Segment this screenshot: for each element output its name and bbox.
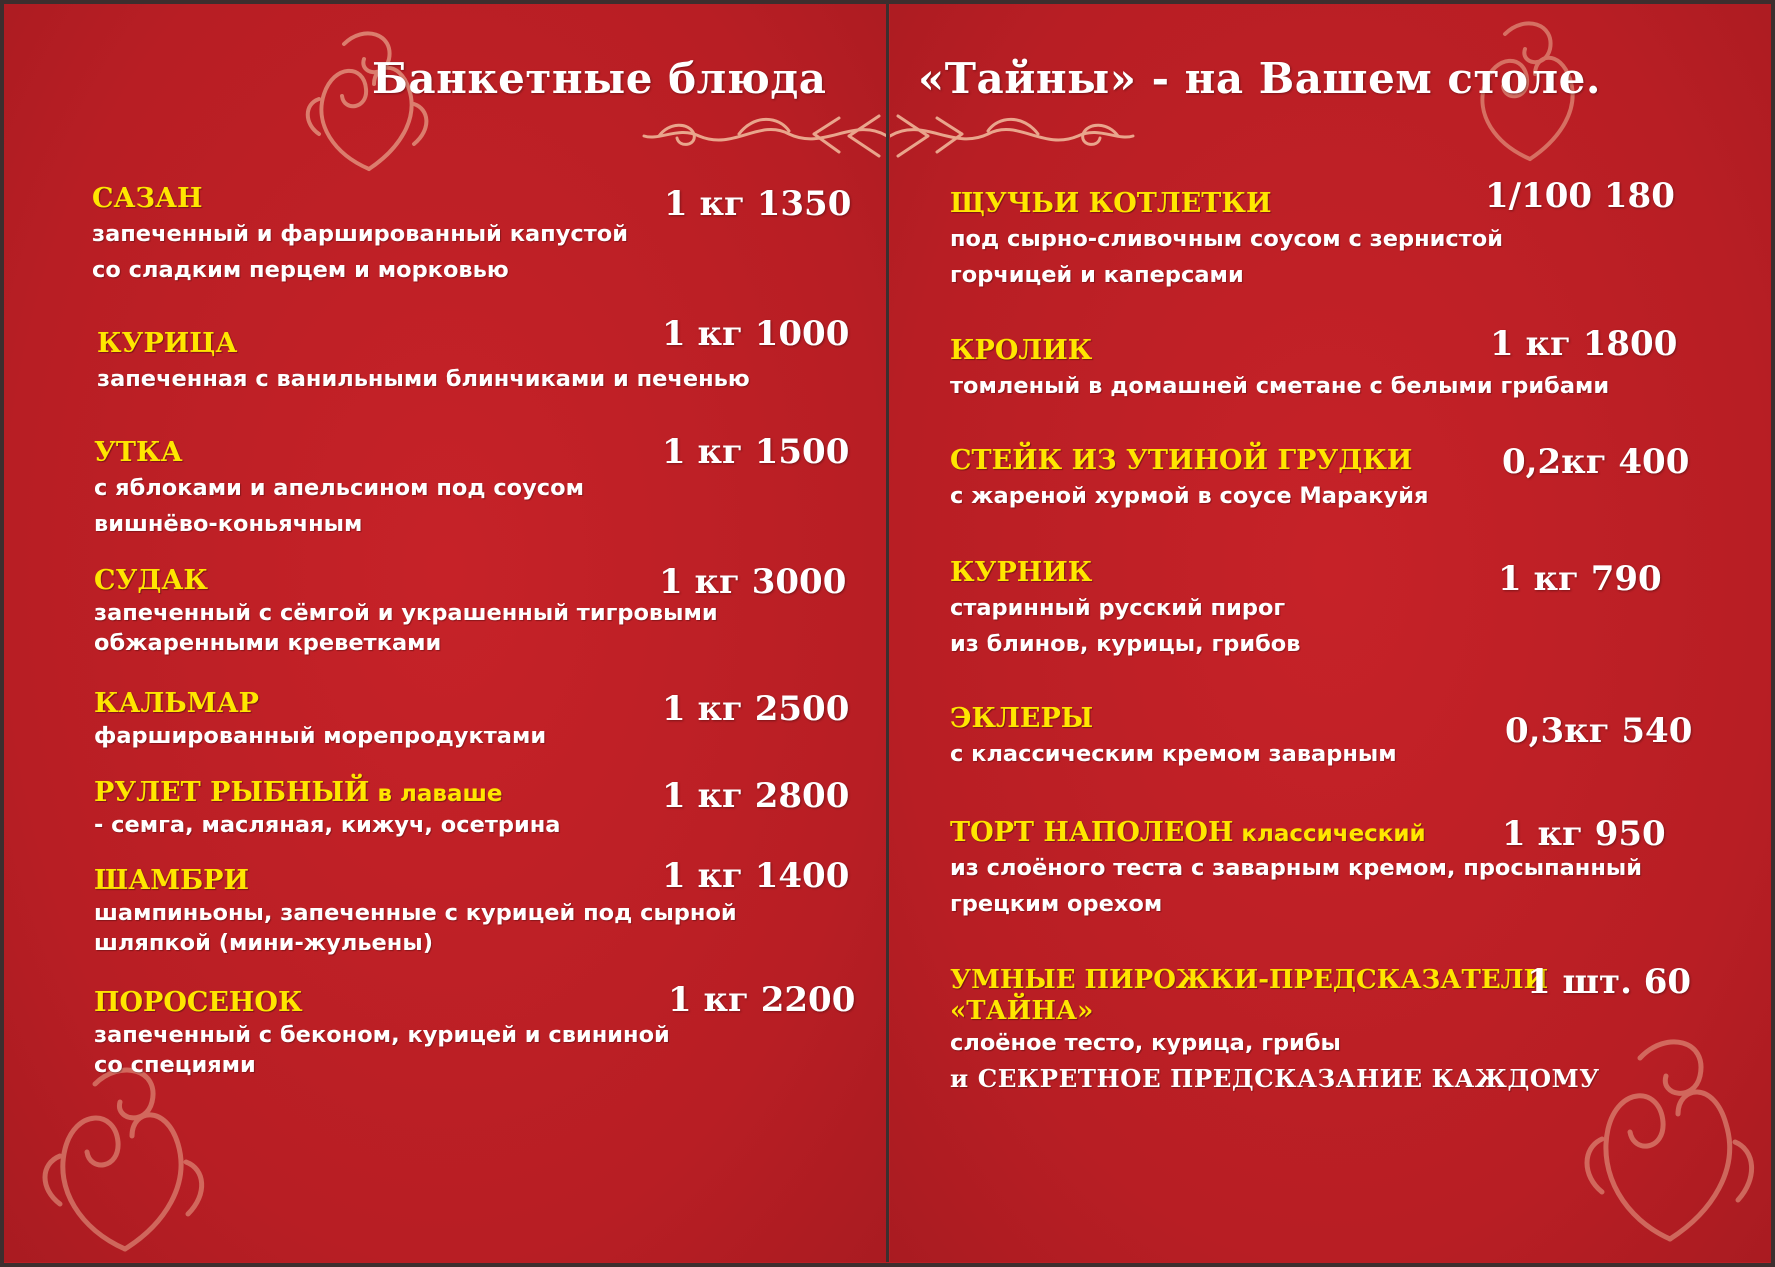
flourish-ornament-icon (1580, 1024, 1760, 1244)
item-description: томленый в домашней сметане с белыми грибами (950, 372, 1610, 399)
menu-item (94, 436, 584, 542)
item-price: 1 кг 950 (1502, 814, 1666, 854)
item-description-caps: и СЕКРЕТНОЕ ПРЕДСКАЗАНИЕ КАЖДОМУ (950, 1064, 1600, 1094)
menu-item (950, 444, 1428, 514)
item-description: запеченный с беконом, курицей и свининой со специями (94, 1021, 670, 1078)
item-price: 1 кг 790 (1498, 559, 1662, 599)
item-name: РУЛЕТ РЫБНЫЙ в лаваше (94, 777, 503, 808)
item-name: ПОРОСЕНОК (94, 987, 303, 1018)
item-price: 1 шт. 60 (1527, 962, 1692, 1002)
item-price: 1 кг 1000 (662, 314, 850, 354)
item-price: 1 кг 2800 (662, 776, 850, 816)
item-description: шампиньоны, запеченные с курицей под сырной шляпкой (мини-жульены) (94, 899, 737, 956)
flourish-ornament-icon (40, 1054, 210, 1254)
menu-item (97, 327, 750, 397)
left-page (4, 4, 887, 1262)
item-description: старинный русский пирог из блинов, курицы, грибов (950, 594, 1301, 657)
item-description: с классическим кремом заварным (950, 740, 1397, 767)
item-name: КУРИЦА (97, 328, 238, 359)
item-name: ТОРТ НАПОЛЕОН классический (950, 817, 1426, 848)
item-description: под сырно-сливочным соусом с зернистой горчицей и каперсами (950, 225, 1503, 288)
menu-item (950, 187, 1503, 293)
item-price: 1 кг 1400 (662, 856, 850, 896)
menu-item (950, 964, 1600, 1097)
item-description: запеченный с сёмгой и украшенный тигровыми обжаренными креветками (94, 599, 718, 656)
item-name-line-2: «ТАЙНА» (950, 995, 1094, 1026)
page-title-right: «Тайны» - на Вашем столе. (918, 54, 1601, 103)
item-price: 1 кг 1350 (664, 184, 852, 224)
scroll-divider-ornament-icon (639, 106, 887, 166)
item-name: УТКА (94, 437, 183, 468)
item-name: УМНЫЕ ПИРОЖКИ-ПРЕДСКАЗАТЕЛИ (950, 965, 1549, 995)
item-name: СТЕЙК ИЗ УТИНОЙ ГРУДКИ (950, 445, 1413, 476)
menu-item (950, 556, 1301, 662)
item-price: 1 кг 2500 (662, 689, 850, 729)
item-description: с яблоками и апельсином под соусом вишнёво-коньячным (94, 474, 584, 537)
item-description: - семга, масляная, кижуч, осетрина (94, 811, 561, 838)
menu-item (94, 564, 718, 658)
item-price: 0,3кг 540 (1505, 711, 1693, 751)
item-name: СУДАК (94, 565, 208, 596)
page-divider (886, 4, 889, 1262)
item-name: КУРНИК (950, 557, 1093, 588)
menu-item (94, 986, 670, 1080)
item-price: 1 кг 3000 (659, 562, 847, 602)
item-description: фаршированный морепродуктами (94, 722, 547, 749)
menu-item (94, 776, 561, 840)
item-name: КАЛЬМАР (94, 688, 259, 719)
item-name: ЭКЛЕРЫ (950, 703, 1094, 734)
item-price: 1/100 180 (1485, 176, 1675, 216)
item-price: 1 кг 1500 (662, 432, 850, 472)
item-name: ШАМБРИ (94, 865, 249, 896)
page-title-left: Банкетные блюда (372, 54, 827, 103)
item-name: КРОЛИК (950, 335, 1093, 366)
item-description: слоёное тесто, курица, грибы и СЕКРЕТНОЕ ПРЕДСКАЗАНИЕ КАЖДОМУ (950, 1025, 1600, 1097)
item-name-suffix: в лаваше (369, 781, 503, 807)
item-name-suffix: классический (1233, 821, 1426, 847)
scroll-divider-ornament-icon (890, 106, 1135, 166)
item-description: из слоёного теста с заварным кремом, просыпанный грецким орехом (950, 854, 1643, 917)
right-page (890, 4, 1771, 1262)
menu-item (94, 864, 737, 958)
item-description: запеченный и фаршированный капустой со сладким перцем и морковью (92, 220, 628, 283)
menu-item (94, 687, 546, 751)
item-price: 1 кг 1800 (1490, 324, 1678, 364)
menu-item (92, 182, 628, 288)
menu-item (950, 702, 1397, 772)
item-price: 0,2кг 400 (1502, 442, 1690, 482)
item-name: САЗАН (92, 183, 203, 214)
item-description: запеченная с ванильными блинчиками и печенью (97, 365, 750, 392)
item-price: 1 кг 2200 (668, 980, 856, 1020)
item-description: с жареной хурмой в соусе Маракуйя (950, 482, 1429, 509)
item-name: ЩУЧЬИ КОТЛЕТКИ (950, 188, 1272, 219)
